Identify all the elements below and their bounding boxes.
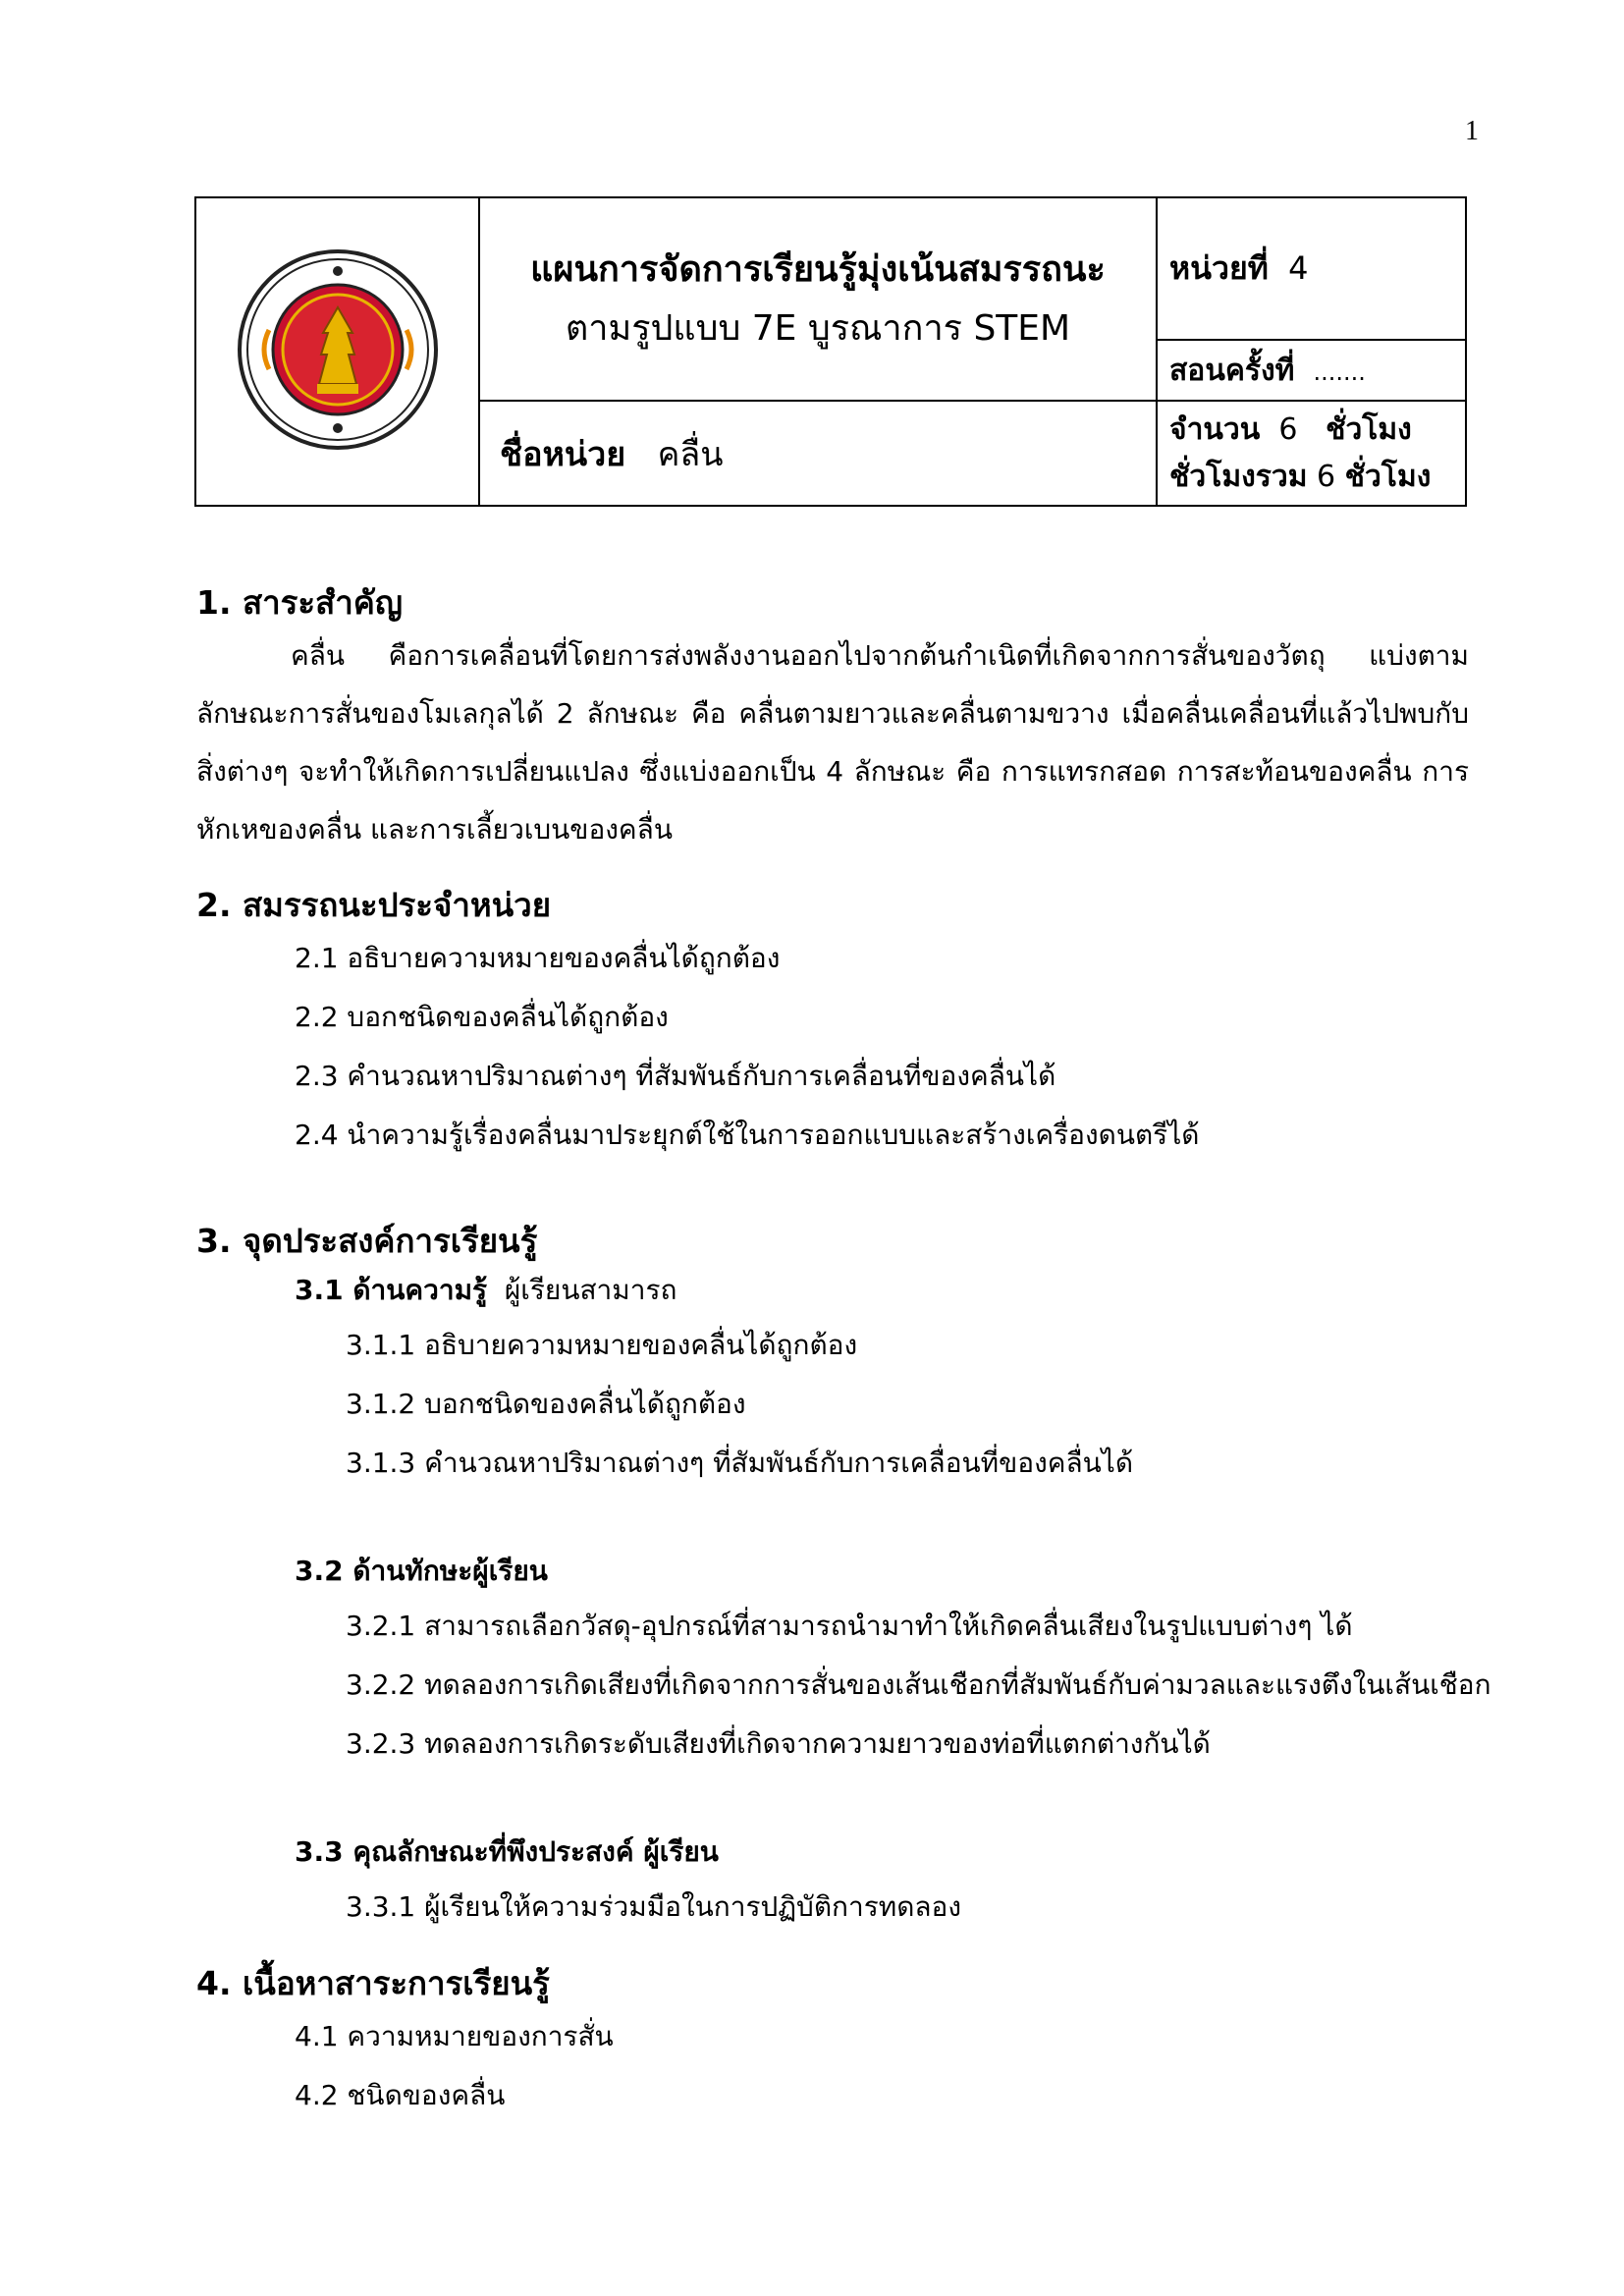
section3-1-item: 3.1.3 คำนวณหาปริมาณต่างๆ ที่สัมพันธ์กับการเคลื่อนที่ของคลื่นได้ <box>346 1447 1134 1479</box>
section3-1-title: 3.1 ด้านความรู้ <box>295 1274 488 1306</box>
section4-item: 4.1 ความหมายของการสั่น <box>295 2020 614 2052</box>
plan-title-cell <box>479 197 1157 401</box>
section2-item: 2.1 อธิบายความหมายของคลื่นได้ถูกต้อง <box>295 942 781 974</box>
section3-2-item: 3.2.1 สามารถเลือกวัสดุ-อุปกรณ์ที่สามารถนำมาทำให้เกิดคลื่นเสียงในรูปแบบต่างๆ ได้ <box>346 1610 1353 1642</box>
section3-3-heading <box>196 1827 1469 1878</box>
hours-unit: ชั่วโมง <box>1326 411 1412 447</box>
section1-text: คลื่น คือการเคลื่อนที่โดยการส่งพลังงานออกไปจากต้นกำเนิดที่เกิดจากการสั่นของวัตถุ แบ่งตามลักษณะการสั่นของโมเลกุลได้ 2 ลักษณะ คือ คลื่นตามยาวและคลื่นตามขวาง เมื่อคลื่นเคลื่อนที่แล้วไปพบกับสิ่งต่างๆ จะทำให้เกิดการเปลี่ยนแปลง ซึ่งแบ่งออกเป็น 4 ลักษณะ คือ การแทรกสอด การสะท้อนของคลื่น การหักเหของคลื่น และการเลี้ยวเบนของคลื่น <box>196 639 1469 846</box>
section2-heading: 2. สมรรถนะประจำหน่วย <box>196 886 552 924</box>
section3-1-suffix: ผู้เรียนสามารถ <box>504 1274 677 1306</box>
section3-1-item: 3.1.1 อธิบายความหมายของคลื่นได้ถูกต้อง <box>346 1329 858 1361</box>
section3-2-title: 3.2 ด้านทักษะผู้เรียน <box>295 1555 548 1587</box>
unit-label: หน่วยที่ <box>1169 249 1269 287</box>
total-hours-value: 6 <box>1317 459 1336 494</box>
hours-value: 6 <box>1278 411 1298 447</box>
document-body <box>196 579 1491 2125</box>
section1-paragraph <box>196 627 1469 858</box>
section3-1-heading <box>196 1265 1469 1316</box>
section4-item: 4.2 ชนิดของคลื่น <box>295 2079 506 2111</box>
hours-cell <box>1157 401 1466 506</box>
section3-2-item: 3.2.2 ทดลองการเกิดเสียงที่เกิดจากการสั่นของเส้นเชือกที่สัมพันธ์กับค่ามวลและแรงตึงในเส้นเชือก <box>346 1668 1491 1701</box>
unit-name-label: ชื่อหน่วย <box>500 434 626 474</box>
lesson-label: สอนครั้งที่ <box>1169 353 1295 388</box>
section3-2-heading <box>196 1546 1469 1597</box>
section2-item: 2.3 คำนวณหาปริมาณต่างๆ ที่สัมพันธ์กับการเคลื่อนที่ของคลื่นได้ <box>295 1060 1056 1092</box>
lesson-plan-header-table <box>194 196 1467 507</box>
unit-name-value: คลื่น <box>657 434 724 474</box>
section2-item: 2.2 บอกชนิดของคลื่นได้ถูกต้อง <box>295 1001 669 1033</box>
section2-item: 2.4 นำความรู้เรื่องคลื่นมาประยุกต์ใช้ในการออกแบบและสร้างเครื่องดนตรีได้ <box>295 1119 1200 1151</box>
unit-number-cell <box>1157 197 1466 340</box>
section3-heading: 3. จุดประสงค์การเรียนรู้ <box>196 1222 538 1260</box>
logo-cell <box>195 197 479 506</box>
unit-name-cell <box>479 401 1157 506</box>
plan-title-line2: ตามรูปแบบ 7E บูรณาการ STEM <box>565 307 1071 349</box>
total-hours-unit: ชั่วโมง <box>1344 459 1432 494</box>
plan-title-line1: แผนการจัดการเรียนรู้มุ่งเน้นสมรรถนะ <box>530 248 1106 290</box>
lesson-number-cell <box>1157 340 1466 401</box>
unit-value: 4 <box>1288 249 1309 287</box>
section1-heading: 1. สาระสำคัญ <box>196 583 403 622</box>
total-hours-label: ชั่วโมงรวม <box>1169 459 1308 494</box>
hours-label: จำนวน <box>1169 411 1261 447</box>
lesson-value: ....... <box>1313 357 1366 386</box>
section3-3-item: 3.3.1 ผู้เรียนให้ความร่วมมือในการปฏิบัติการทดลอง <box>346 1890 962 1923</box>
section3-2-item: 3.2.3 ทดลองการเกิดระดับเสียงที่เกิดจากความยาวของท่อที่แตกต่างกันได้ <box>346 1727 1211 1760</box>
section4-heading: 4. เนื้อหาสาระการเรียนรู้ <box>196 1964 550 2002</box>
page-number: 1 <box>1465 116 1479 146</box>
section3-3-title: 3.3 คุณลักษณะที่พึงประสงค์ ผู้เรียน <box>295 1835 719 1868</box>
vocational-commission-seal-logo <box>235 246 441 453</box>
section3-1-item: 3.1.2 บอกชนิดของคลื่นได้ถูกต้อง <box>346 1388 746 1420</box>
